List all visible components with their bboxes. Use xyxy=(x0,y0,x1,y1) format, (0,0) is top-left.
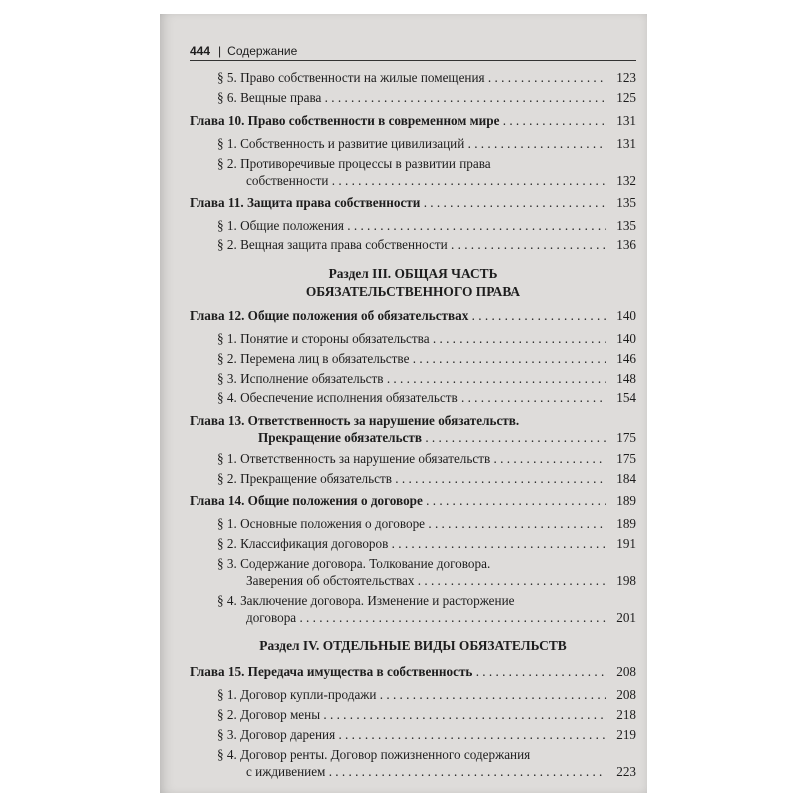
toc-chapter xyxy=(190,113,636,131)
page-number: 444 xyxy=(190,44,211,58)
toc-chapter xyxy=(190,430,636,448)
toc-entry xyxy=(190,687,636,705)
toc-entry-page: 125 xyxy=(606,90,636,106)
toc-entry-label: § 1. Договор купли-продажи . . . xyxy=(217,687,608,703)
toc-entry xyxy=(190,371,636,389)
toc-entry-label: § 1. Ответственность за нарушение обязательств . . . xyxy=(217,451,608,467)
toc-entry-page: 132 xyxy=(606,173,636,189)
toc-entry-label-line2: собственности . . . xyxy=(246,173,608,189)
toc-entry-label-line2: договора . . . xyxy=(246,610,608,626)
toc-entry-label: § 1. Общие положения . . . xyxy=(217,218,608,234)
toc-entry-page: 131 xyxy=(606,113,636,129)
toc-chapter-label: Глава 11. Защита права собственности . . . xyxy=(190,195,608,211)
toc-entry-page: 148 xyxy=(606,371,636,387)
toc-entry xyxy=(190,351,636,369)
toc-entry xyxy=(190,70,636,88)
toc-entry xyxy=(190,707,636,725)
toc-entry-label-line2: Заверения об обстоятельствах . . . xyxy=(246,573,608,589)
toc-entry-page: 136 xyxy=(606,237,636,253)
toc-entry xyxy=(190,451,636,469)
toc-entry-page: 208 xyxy=(606,664,636,680)
toc-entry-page: 175 xyxy=(606,430,636,446)
toc-entry-label: § 5. Право собственности на жилые помещения . . . xyxy=(217,70,608,86)
toc-entry-page: 184 xyxy=(606,471,636,487)
toc-entry-label: § 4. Обеспечение исполнения обязательств . . . xyxy=(217,390,608,406)
toc-entry-label: § 2. Прекращение обязательств . . . xyxy=(217,471,608,487)
toc-entry-page: 189 xyxy=(606,516,636,532)
toc-entry-label: § 2. Договор мены . . . xyxy=(217,707,608,723)
toc-entry-page: 218 xyxy=(606,707,636,723)
toc-entry-page: 201 xyxy=(606,610,636,626)
part-heading-line2: ОБЯЗАТЕЛЬСТВЕННОГО ПРАВА xyxy=(305,284,521,299)
toc-entry-page: 131 xyxy=(606,136,636,152)
toc-entry xyxy=(190,516,636,534)
toc-chapter-label-line1: Глава 13. Ответственность за нарушение обязательств. xyxy=(190,413,520,428)
toc-entry-label: § 2. Классификация договоров . . . xyxy=(217,536,608,552)
toc-entry-page: 135 xyxy=(606,195,636,211)
toc-entry xyxy=(190,536,636,554)
toc-entry-label: § 2. Вещная защита права собственности . . . xyxy=(217,237,608,253)
toc-entry-label: § 1. Собственность и развитие цивилизаций . . . xyxy=(217,136,608,152)
toc-entry xyxy=(190,237,636,255)
toc-entry-page: 175 xyxy=(606,451,636,467)
toc-entry xyxy=(190,573,636,591)
toc-entry-label: § 1. Основные положения о договоре . . . xyxy=(217,516,608,532)
toc-entry-label: § 3. Договор дарения . . . xyxy=(217,727,608,743)
toc-entry-label-line1: § 3. Содержание договора. Толкование договора. xyxy=(217,556,491,571)
toc-entry-page: 198 xyxy=(606,573,636,589)
toc-entry-label-line2: с иждивением . . . xyxy=(246,764,608,780)
part-heading-line1: Раздел III. ОБЩАЯ ЧАСТЬ xyxy=(328,266,498,281)
toc-chapter-label: Глава 10. Право собственности в современном мире . . . xyxy=(190,113,608,129)
toc-entry-label: § 2. Перемена лиц в обязательстве . . . xyxy=(217,351,608,367)
toc-entry xyxy=(190,90,636,108)
toc-entry-page: 140 xyxy=(606,308,636,324)
toc-entry-page: 223 xyxy=(606,764,636,780)
toc-chapter xyxy=(190,664,636,682)
toc-chapter-label: Глава 14. Общие положения о договоре . . . xyxy=(190,493,608,509)
running-title: Содержание xyxy=(227,44,298,58)
toc-entry-page: 154 xyxy=(606,390,636,406)
toc-chapter-label-line2: Прекращение обязательств . . . xyxy=(258,430,608,446)
toc-chapter-label: Глава 12. Общие положения об обязательствах . . . xyxy=(190,308,608,324)
toc-entry xyxy=(190,173,636,191)
toc-entry-label-line1: § 2. Противоречивые процессы в развитии права xyxy=(217,156,491,171)
toc-entry-label-line1: § 4. Заключение договора. Изменение и расторжение xyxy=(217,593,515,608)
page-header xyxy=(190,44,636,61)
toc-entry-page: 208 xyxy=(606,687,636,703)
toc-chapter xyxy=(190,195,636,213)
toc-entry-label: § 6. Вещные права . . . xyxy=(217,90,608,106)
toc-chapter xyxy=(190,493,636,511)
toc-entry-page: 135 xyxy=(606,218,636,234)
toc-chapter-label: Глава 15. Передача имущества в собственность . . . xyxy=(190,664,608,680)
toc-entry xyxy=(190,471,636,489)
toc-entry xyxy=(190,136,636,154)
part-heading: Раздел IV. ОТДЕЛЬНЫЕ ВИДЫ ОБЯЗАТЕЛЬСТВ xyxy=(259,638,567,653)
toc-entry xyxy=(190,764,636,782)
toc-entry-page: 191 xyxy=(606,536,636,552)
toc-entry xyxy=(190,610,636,628)
toc-entry-page: 219 xyxy=(606,727,636,743)
toc-chapter xyxy=(190,308,636,326)
toc-entry xyxy=(190,390,636,408)
toc-entry xyxy=(190,331,636,349)
header-separator: | xyxy=(218,44,222,58)
toc-entry-label: § 1. Понятие и стороны обязательства . . . xyxy=(217,331,608,347)
toc-entry-label: § 3. Исполнение обязательств . . . xyxy=(217,371,608,387)
toc-entry-page: 123 xyxy=(606,70,636,86)
toc-entry-page: 189 xyxy=(606,493,636,509)
toc-entry-page: 140 xyxy=(606,331,636,347)
toc-entry xyxy=(190,727,636,745)
toc-entry-page: 146 xyxy=(606,351,636,367)
toc-entry xyxy=(190,218,636,236)
toc-entry-label-line1: § 4. Договор ренты. Договор пожизненного содержания xyxy=(217,747,531,762)
